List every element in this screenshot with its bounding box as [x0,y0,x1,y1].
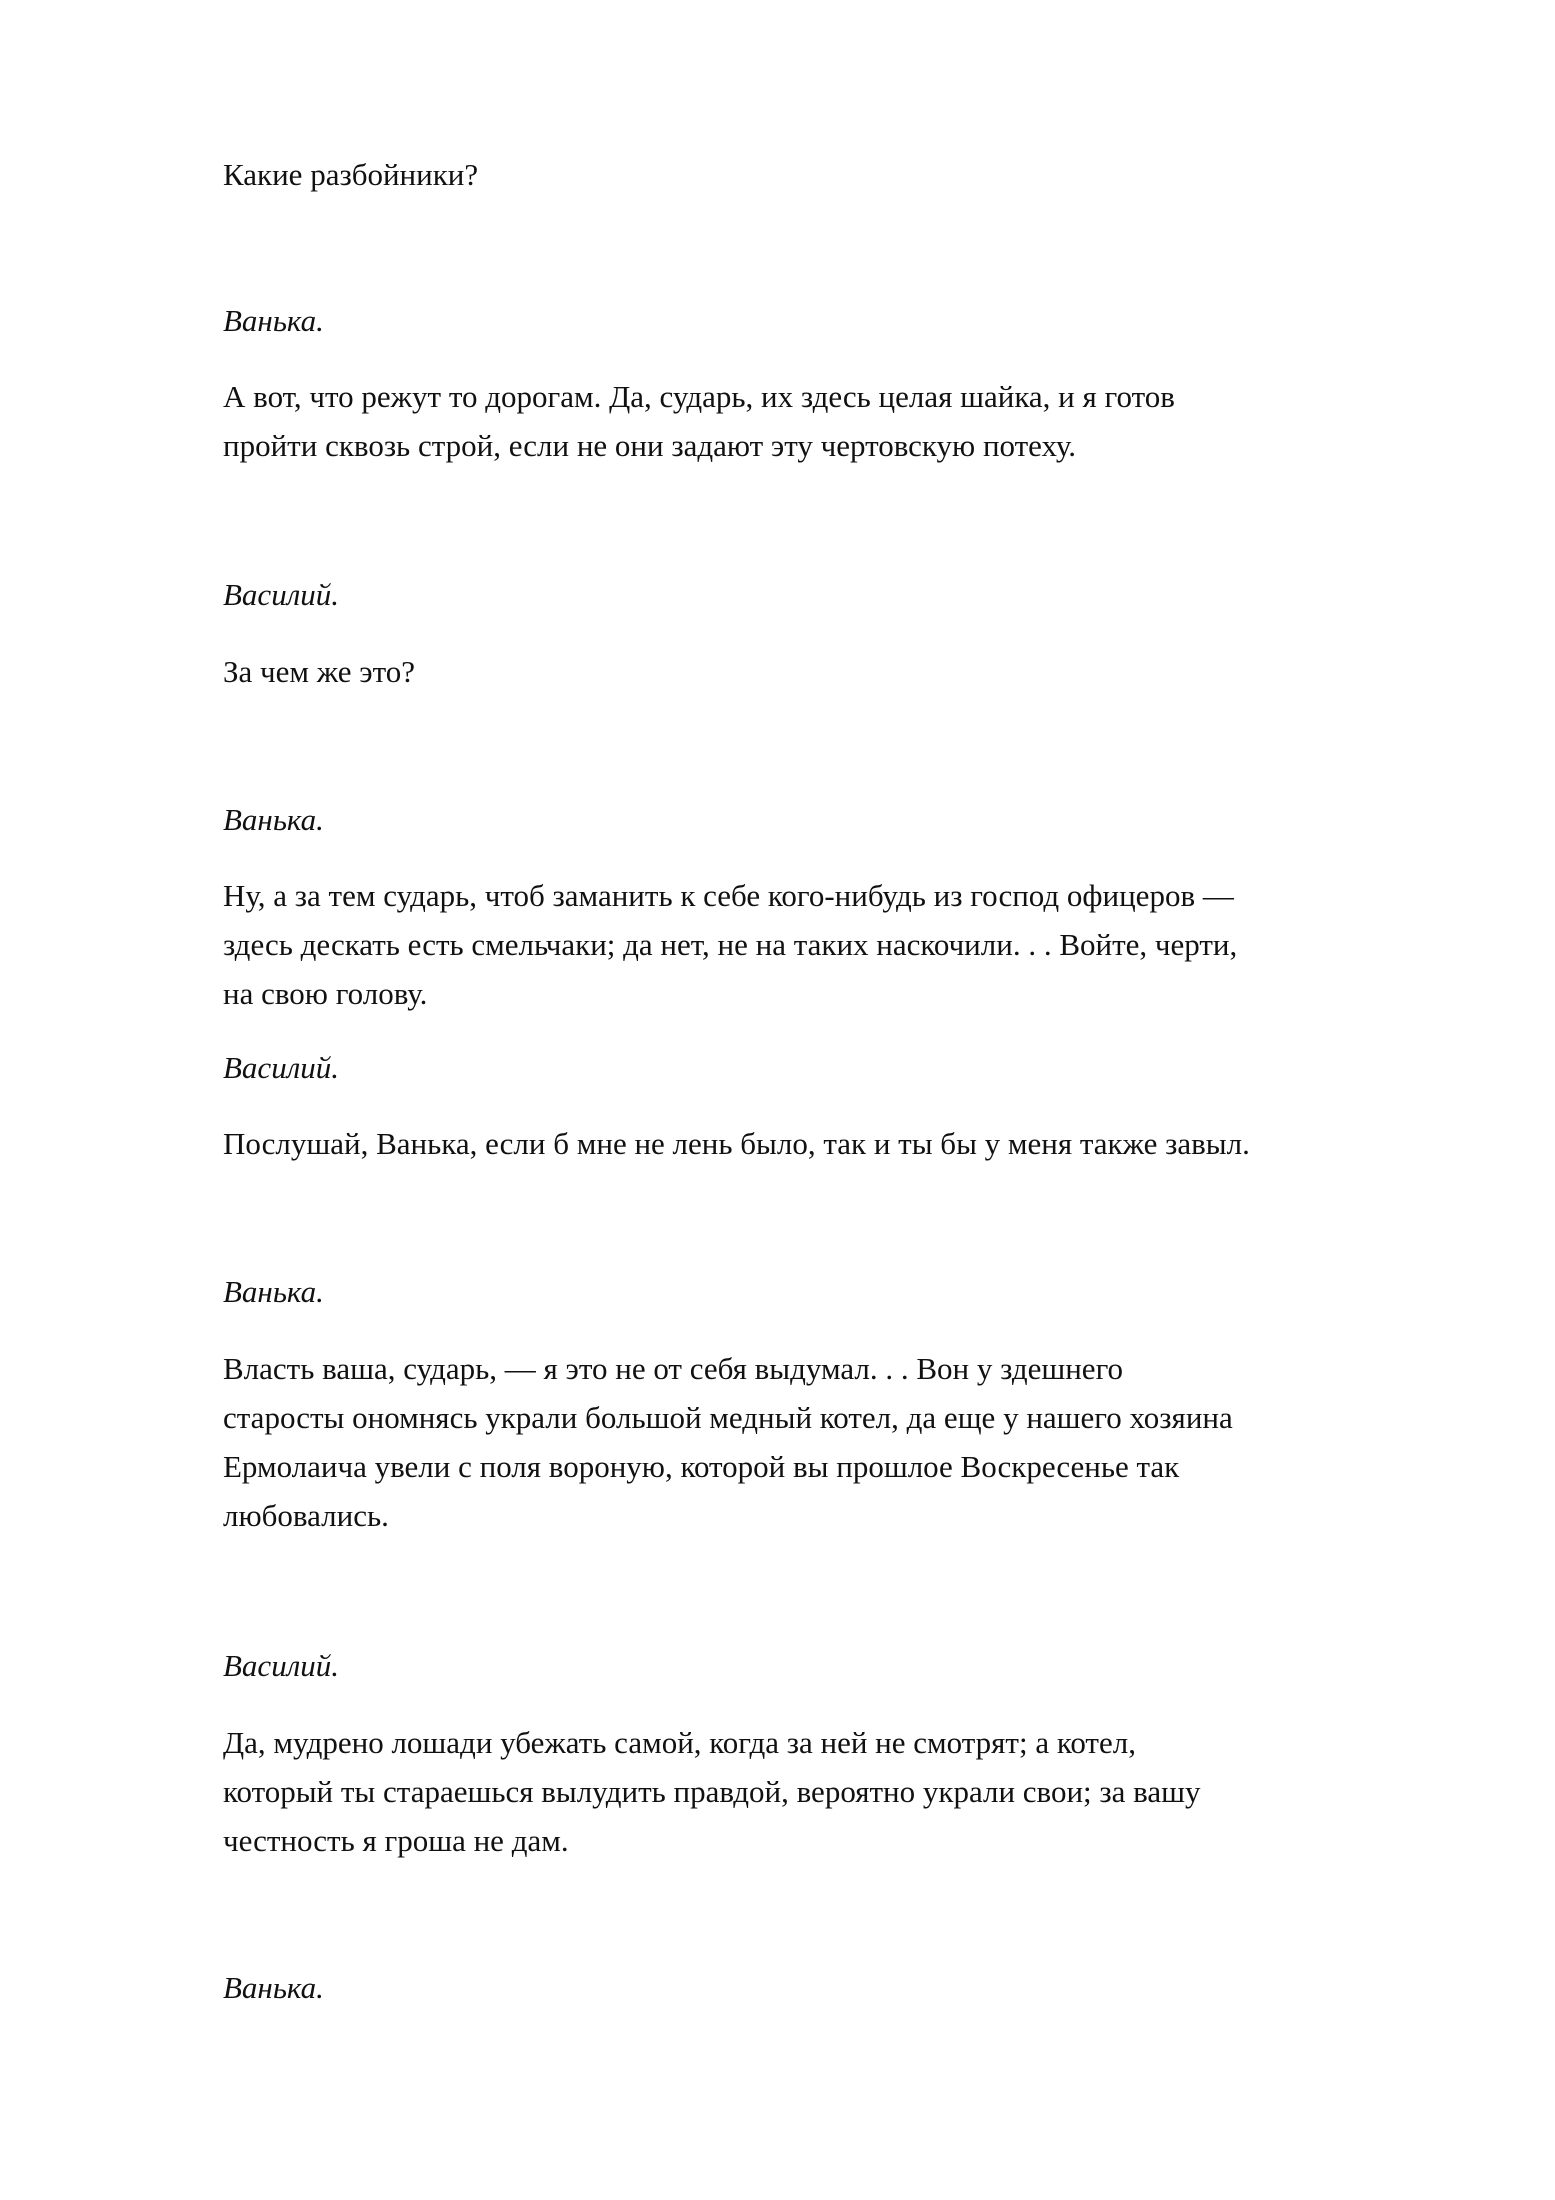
text-line: А вот, что режут то дорогам. Да, сударь, их здесь целая шайка, и я готов [223,379,1175,414]
speech-paragraph [223,1119,1463,1168]
speech-paragraph [223,1718,1463,1865]
text-line: здесь дескать есть смельчаки; да нет, не на таких наскочили. . . Войте, черти, [223,927,1238,962]
text-line: старосты ономнясь украли большой медный котел, да еще у нашего хозяина [223,1400,1233,1435]
speaker-name: Василий. [223,1648,339,1683]
speaker-name: Ванька. [223,303,324,338]
text-line: Какие разбойники? [223,157,479,192]
speaker-name: Ванька. [223,802,324,837]
text-line: За чем же это? [223,654,415,689]
text-line: Ну, а за тем сударь, чтоб заманить к себе кого-нибудь из господ офицеров — [223,878,1234,913]
text-line: который ты стараешься вылудить правдой, вероятно украли свои; за вашу [223,1774,1201,1809]
speech-paragraph [223,1344,1463,1540]
speaker-name: Ванька. [223,1274,324,1309]
text-line: пройти сквозь строй, если не они задают эту чертовскую потеху. [223,428,1076,463]
speaker-name: Василий. [223,577,339,612]
text-line: Ермолаича увели с поля вороную, которой вы прошлое Воскресенье так [223,1449,1180,1484]
text-line: на свою голову. [223,976,428,1011]
speech-paragraph [223,647,1463,696]
speaker-name: Ванька. [223,1970,324,2005]
text-line: честность я гроша не дам. [223,1823,569,1858]
text-line: любовались. [223,1498,389,1533]
text-line: Да, мудрено лошади убежать самой, когда за ней не смотрят; а котел, [223,1725,1136,1760]
speaker-name: Василий. [223,1050,339,1085]
speech-paragraph [223,150,1463,199]
text-line: Власть ваша, сударь, — я это не от себя выдумал. . . Вон у здешнего [223,1351,1124,1386]
speech-paragraph [223,871,1463,1018]
speech-paragraph [223,372,1463,470]
text-line: Послушай, Ванька, если б мне не лень было, так и ты бы у меня также завыл. [223,1126,1250,1161]
